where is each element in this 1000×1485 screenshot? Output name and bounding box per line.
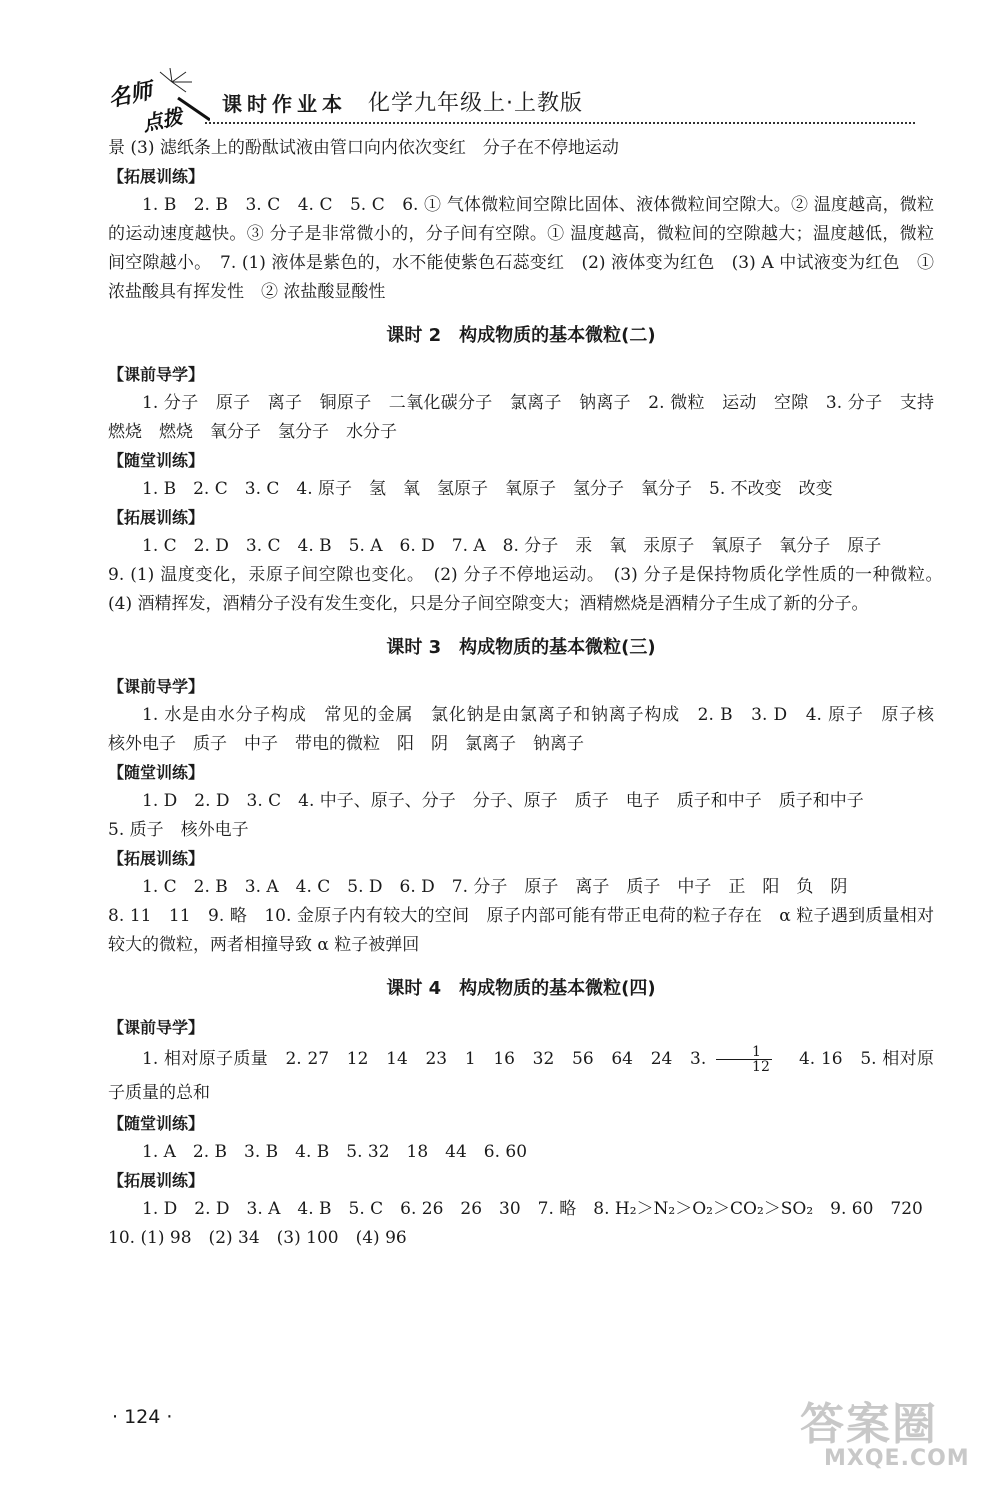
answer-paragraph: 1. B 2. C 3. C 4. 原子 氢 氧 氢原子 氧原子 氢分子 氧分子 5. 不改变 改变	[142, 479, 833, 499]
watermark-url: MXQE.COM	[824, 1446, 970, 1471]
answer-content	[108, 134, 951, 1253]
fraction	[716, 1045, 772, 1074]
logo-text-1: 名师	[106, 77, 155, 113]
watermark-text: 答案圈	[800, 1399, 938, 1450]
answer-paragraph: 1. 分子 原子 离子 铜原子 二氧化碳分子 氯离子 钠离子 2. 微粒 运动 空隙 3. 分子 支持燃烧 燃烧 氧分子 氢分子 水分子	[108, 393, 934, 442]
section-label-extension: 【拓展训练】	[108, 849, 205, 868]
answer-paragraph	[108, 1042, 934, 1110]
answer-paragraph: 1. C 2. B 3. A 4. C 5. D 6. D 7. 分子 原子 离子 质子 中子 正 阳 负 阴	[142, 877, 848, 897]
answer-text: 1. 相对原子质量 2. 27 12 14 23 1 16 32 56 64 24 3.	[142, 1049, 707, 1069]
answer-paragraph: 8. 11 11 9. 略 10. 金原子内有较大的空间 原子内部可能有带正电荷的粒子存在 α 粒子遇到质量相对较大的微粒，两者相撞导致 α 粒子被弹回	[108, 906, 934, 955]
section-label-extension: 【拓展训练】	[108, 508, 205, 527]
answer-paragraph: 1. C 2. D 3. C 4. B 5. A 6. D 7. A 8. 分子 汞 氧 汞原子 氧原子 氧分子 原子	[142, 536, 882, 556]
header-rule	[205, 122, 915, 124]
lesson-title-3: 课时 3 构成物质的基本微粒(三)	[386, 637, 656, 658]
lesson-title-2: 课时 2 构成物质的基本微粒(二)	[386, 325, 656, 346]
fraction-numerator: 1	[716, 1045, 772, 1060]
section-label-practice: 【随堂训练】	[108, 1114, 205, 1133]
section-label-practice: 【随堂训练】	[108, 763, 205, 782]
section-label-extension: 【拓展训练】	[108, 167, 205, 186]
answer-paragraph: 1. B 2. B 3. C 4. C 5. C 6. ① 气体微粒间空隙比固体、液体微粒间空隙大。② 温度越高，微粒的运动速度越快。③ 分子是非常微小的，分子间有空隙。① 温度越高，微粒间的空隙越大；温度越低，微粒间空隙越小。 7. (1) 液体是紫色的，水不能使紫色石蕊变红 (2) 液体变为红色 (3) A 中试液变为红色 ① 浓盐酸具有挥发性 ② 浓盐酸显酸性	[108, 195, 934, 302]
section-label-practice: 【随堂训练】	[108, 451, 205, 470]
section-label-preview: 【课前导学】	[108, 365, 205, 384]
answer-paragraph: 9. (1) 温度变化，汞原子间空隙也变化。 (2) 分子不停地运动。 (3) 分子是保持物质化学性质的一种微粒。 (4) 酒精挥发，酒精分子没有发生变化，只是分子间空隙变大；酒精燃烧是酒精分子生成了新的分子。	[108, 565, 951, 614]
continued-answer-line: 景 (3) 滤纸条上的酚酞试液由管口向内依次变红 分子在不停地运动	[108, 138, 619, 158]
answer-text: 4. 16 5. 相对原子质量的总和	[108, 1049, 935, 1103]
answer-paragraph: 1. A 2. B 3. B 4. B 5. 32 18 44 6. 60	[142, 1142, 528, 1162]
watermark-logo	[800, 1388, 985, 1478]
page-number: · 124 ·	[112, 1406, 173, 1428]
answer-paragraph: 1. D 2. D 3. A 4. B 5. C 6. 26 26 30 7. 略 8. H₂＞N₂＞O₂＞CO₂＞SO₂ 9. 60 720	[142, 1199, 923, 1219]
section-label-preview: 【课前导学】	[108, 1018, 205, 1037]
section-label-preview: 【课前导学】	[108, 677, 205, 696]
section-label-extension: 【拓展训练】	[108, 1171, 205, 1190]
answer-paragraph: 5. 质子 核外电子	[108, 820, 249, 840]
book-series-title: 课时作业本	[222, 92, 347, 116]
logo-text-2: 点拨	[140, 104, 185, 136]
answer-paragraph: 1. 水是由水分子构成 常见的金属 氯化钠是由氯离子和钠离子构成 2. B 3. D 4. 原子 原子核 核外电子 质子 中子 带电的微粒 阳 阴 氯离子 钠离子	[108, 705, 951, 754]
book-subject: 化学九年级上·上教版	[368, 91, 583, 116]
lesson-title-4: 课时 4 构成物质的基本微粒(四)	[386, 978, 656, 999]
answer-paragraph: 10. (1) 98 (2) 34 (3) 100 (4) 96	[108, 1228, 407, 1248]
answer-paragraph: 1. D 2. D 3. C 4. 中子、原子、分子 分子、原子 质子 电子 质子和中子 质子和中子	[142, 791, 864, 811]
fraction-denominator: 12	[752, 1059, 770, 1075]
